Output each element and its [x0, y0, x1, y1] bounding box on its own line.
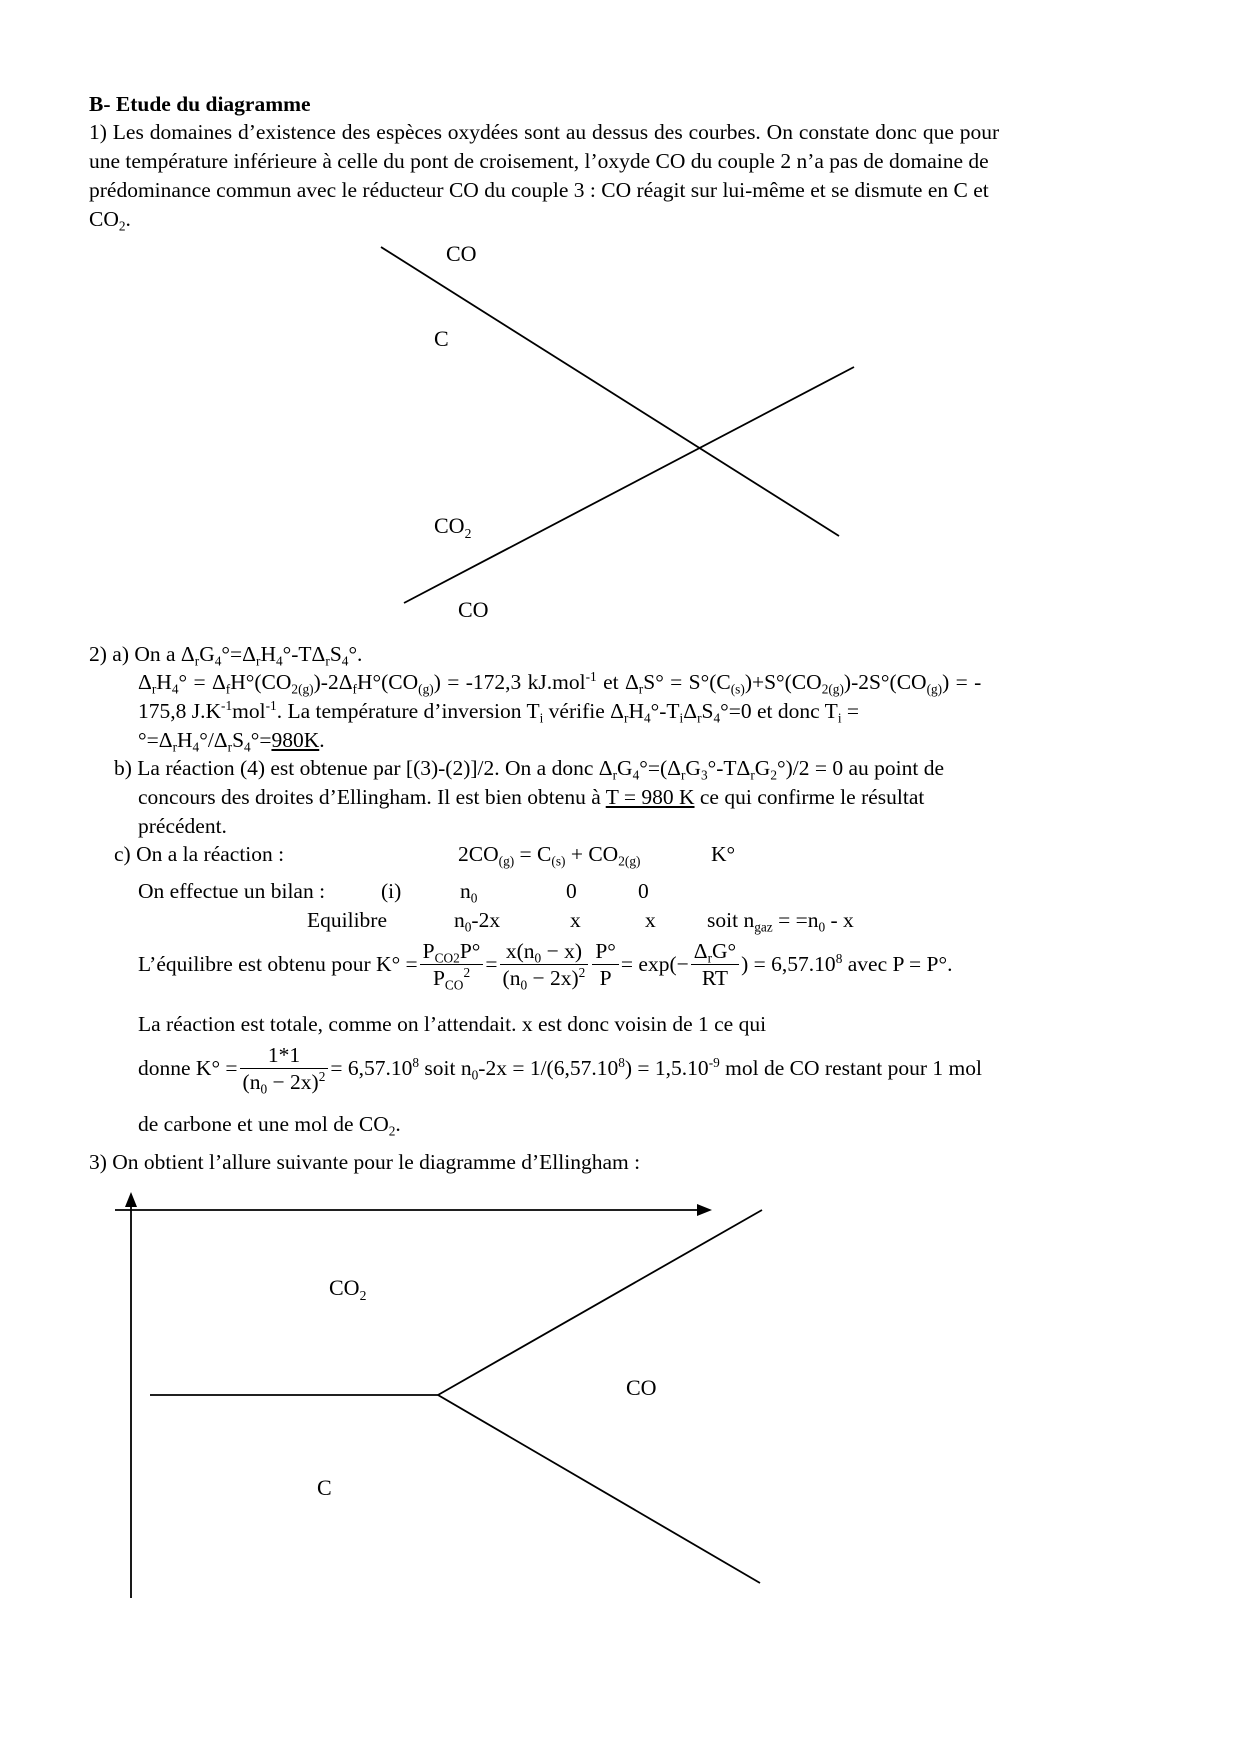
q2c-x-2: x	[645, 908, 656, 932]
q2a-line-3: 175,8 $J.K^{-1}mol^{-1}$. La température d’inversion $T_i$ vérifie $\Delta_rH_4^\circ-T_i\Delta_rS_4^\circ=0$ et donc $T_i$ =	[138, 698, 860, 726]
q2a-line-2: $\Delta_rH_4^\circ = \Delta_fH^\circ(CO_{2(g)})-2\Delta_fH^\circ(CO_{(g)}) = -172,3$ kJ.mol$^{-1}$ et $\Delta_rS^\circ = S^\circ(C_{(s)})+S^\circ(CO_{2(g)})-2S^\circ(CO_{(g)})$ = -	[138, 669, 982, 697]
fraction-result: $\frac{1*1}{(n_0 - 2x)^2}$	[240, 1042, 329, 1095]
q2b-line-3: précédent.	[138, 814, 227, 838]
q2c-bilan-label: On effectue un bilan :	[138, 879, 326, 903]
d1-label-co-top: CO	[446, 241, 477, 266]
q2c-donne-line: donne K° = $\frac{1*1}{(n_0 - 2x)^2}$ = $6,57.10^8$ soit $n_0-2x = 1/(6,57.10^8) = 1,5.10^{-9}$ mol de CO restant pour 1 mol	[138, 1043, 982, 1097]
q2c-n0: $n_0$	[460, 879, 478, 906]
fraction-pressure: $\frac{P_{CO2}P^\circ}{P_{CO}^2}$	[420, 938, 484, 991]
q2c-equilibre-label: Equilibre	[307, 908, 388, 932]
q2b-line-2: concours des droites d’Ellingham. Il est bien obtenu à T = 980 K ce qui confirme le résultat	[138, 785, 925, 809]
fraction-gibbs: $\frac{\Delta_rG^\circ}{RT}$	[691, 938, 739, 991]
equilibrium-formula: L’équilibre est obtenu pour K° = $\frac{P_{CO2}P^\circ}{P_{CO}^2}$ = $\frac{x(n_0 - x)}{(n_0 - 2x)^2}$ $\frac{P^\circ}{P}$ = exp(− $\frac{\Delta_rG^\circ}{RT}$ ) = $6,57.10^8$ avec P = P°.	[138, 939, 953, 993]
d2-lower-branch	[438, 1395, 760, 1583]
d2-label-co2: $CO_2$	[329, 1275, 367, 1303]
q2a-line-1: 2) a) On a $\Delta_rG_4^\circ=\Delta_rH_4^\circ-T\Delta_rS_4^\circ$.	[89, 642, 363, 669]
q3-line: 3) On obtient l’allure suivante pour le diagramme d’Ellingham :	[89, 1150, 641, 1174]
p1-line-3: prédominance commun avec le réducteur CO du couple 3 : CO réagit sur lui-même et se dismute en C et	[89, 178, 989, 202]
q2c-last-line: de carbone et une mol de $CO_2$.	[138, 1112, 401, 1139]
d2-label-co: CO	[626, 1375, 657, 1400]
q2c-totale-line: La réaction est totale, comme on l’attendait. x est donc voisin de 1 ce qui	[138, 1012, 767, 1036]
p1-line-1: 1) Les domaines d’existence des espèces oxydées sont au dessus des courbes. On constate donc que pour	[89, 120, 1000, 144]
q2c-x-1: x	[570, 908, 581, 932]
d2-upper-branch	[438, 1210, 762, 1395]
q2c-k-label: K°	[711, 842, 736, 866]
d1-label-co2: $CO_2$	[434, 513, 472, 541]
d1-label-c: C	[434, 326, 449, 351]
d1-line-ascending	[404, 367, 854, 603]
p1-line-2: une température inférieure à celle du pont de croisement, l’oxyde CO du couple 2 n’a pas de domaine de	[89, 149, 989, 173]
q2c-zero-1: 0	[566, 879, 577, 903]
q2c-initial-label: (i)	[381, 879, 402, 903]
fraction-p-ratio: $\frac{P^\circ}{P}$	[592, 938, 619, 991]
section-heading: B- Etude du diagramme	[89, 92, 311, 116]
q2c-reaction: $2CO_{(g)} = C_{(s)} + CO_{2(g)}$	[458, 842, 641, 869]
p1-line-4: $CO_2$.	[89, 207, 131, 234]
fraction-moles: $\frac{x(n_0 - x)}{(n_0 - 2x)^2}$	[500, 938, 589, 991]
inversion-temperature-result: 980K	[271, 728, 320, 752]
d2-y-arrow-icon	[125, 1192, 137, 1207]
d1-line-descending	[381, 247, 839, 536]
q2b-line-1: b) La réaction (4) est obtenue par [(3)-(2)]/2. On a donc $\Delta_rG_4^\circ=(\Delta_rG_3^\circ-T\Delta_rG_2^\circ)/2 = 0$ au point de	[114, 756, 944, 783]
q2c-intro: c) On a la réaction :	[114, 842, 285, 866]
q2c-eq-n0: $n_0-2x$	[454, 908, 501, 935]
d2-label-c: C	[317, 1475, 332, 1500]
q2a-line-4: $^\circ=\Delta_rH_4^\circ/\Delta_rS_4^\circ=980K$.	[138, 728, 325, 755]
d1-label-co-bottom: CO	[458, 597, 489, 622]
q2c-zero-2: 0	[638, 879, 649, 903]
d2-x-arrow-icon	[697, 1204, 712, 1216]
q2c-soit: soit $n_{gaz} = =n_0 - x$	[707, 908, 854, 935]
